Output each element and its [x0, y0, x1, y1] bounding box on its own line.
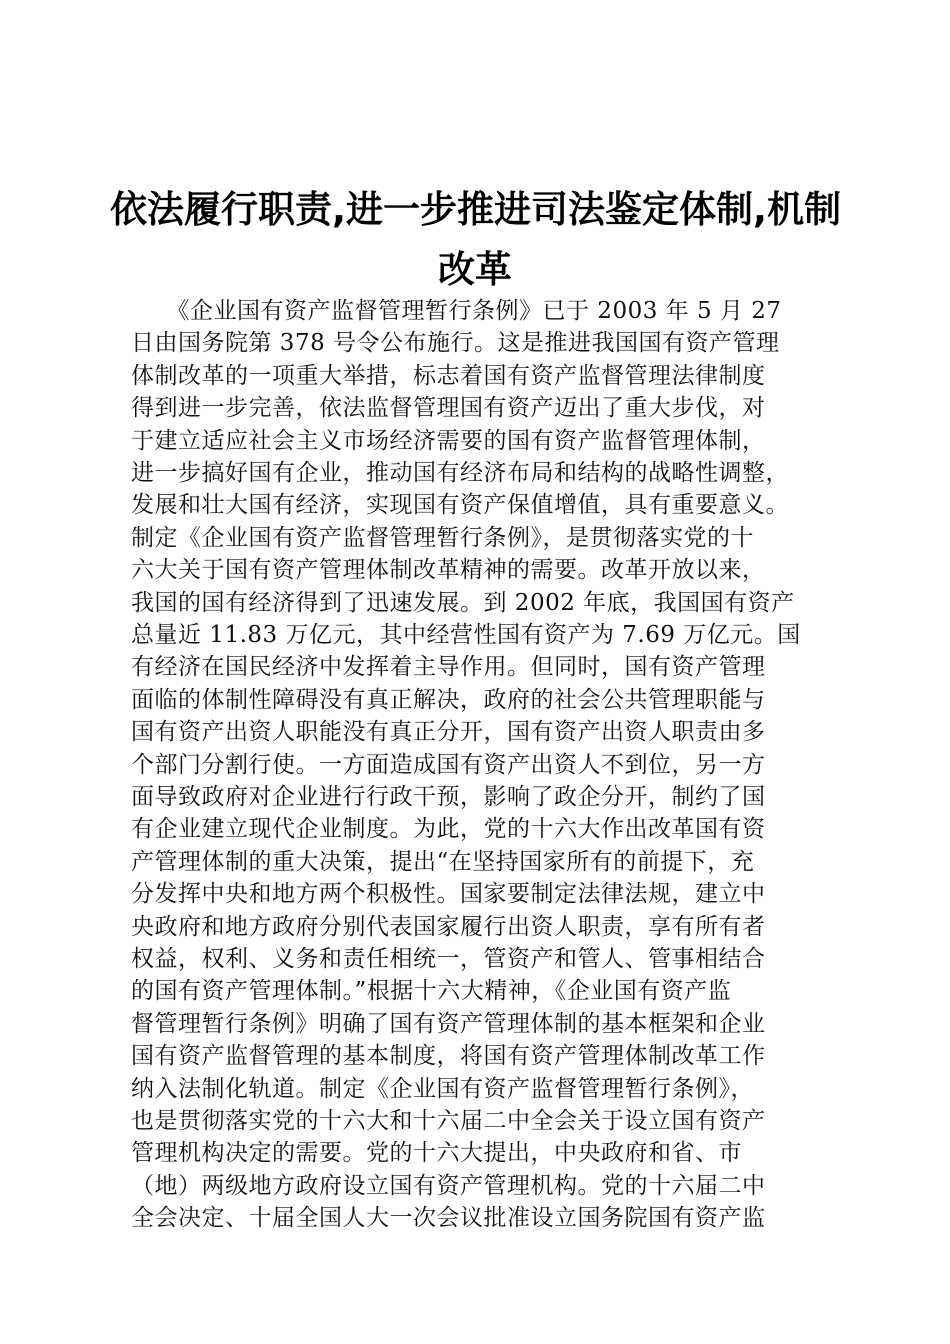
body-text-line: 我国的国有经济得到了迅速发展。到 2002 年底，我国国有资产: [131, 589, 795, 616]
body-text-line: 督管理暂行条例》明确了国有资产管理体制的基本框架和企业: [131, 1010, 766, 1037]
body-text-line: （地）两级地方政府设立国有资产管理机构。党的十六届二中: [131, 1172, 766, 1199]
body-text-line: 全会决定、十届全国人大一次会议批准设立国务院国有资产监: [131, 1205, 766, 1232]
body-text-line: 于建立适应社会主义市场经济需要的国有资产监督管理体制，: [131, 427, 766, 454]
body-text-line: 分发挥中央和地方两个积极性。国家要制定法律法规，建立中: [131, 881, 766, 908]
body-text-line: 权益，权利、义务和责任相统一，管资产和管人、管事相结合: [131, 946, 766, 972]
body-text-line: 得到进一步完善，依法监督管理国有资产迈出了重大步伐，对: [131, 395, 766, 422]
document-title-line-2: 改革: [438, 248, 512, 291]
body-text-line: 的国有资产管理体制。”根据十六大精神，《企业国有资产监: [131, 978, 732, 1005]
body-text-line: 产管理体制的重大决策，提出“在坚持国家所有的前提下，充: [131, 848, 755, 875]
body-text-line: 管理机构决定的需要。党的十六大提出，中央政府和省、市: [131, 1140, 742, 1167]
body-text-line: 国有资产出资人职能没有真正分开，国有资产出资人职责由多: [131, 719, 766, 746]
body-text-line: 体制改革的一项重大举措，标志着国有资产监督管理法律制度: [131, 362, 766, 389]
body-text-line: 也是贯彻落实党的十六大和十六届二中全会关于设立国有资产: [131, 1108, 766, 1134]
body-text-line: 有企业建立现代企业制度。为此，党的十六大作出改革国有资: [131, 816, 766, 843]
body-text-line: 日由国务院第 378 号令公布施行。这是推进我国国有资产管理: [131, 330, 780, 357]
body-text-line: 制定《企业国有资产监督管理暂行条例》，是贯彻落实党的十: [131, 524, 754, 551]
body-text-line: 《企业国有资产监督管理暂行条例》已于 2003 年 5 月 27: [131, 298, 782, 324]
body-text-line: 进一步搞好国有企业，推动国有经济布局和结构的战略性调整，: [131, 460, 789, 486]
body-text-line: 六大关于国有资产管理体制改革精神的需要。改革开放以来，: [131, 557, 766, 584]
body-text-line: 央政府和地方政府分别代表国家履行出资人职责，享有所有者: [131, 913, 766, 940]
body-text-line: 有经济在国民经济中发挥着主导作用。但同时，国有资产管理: [131, 654, 766, 681]
body-text-line: 纳入法制化轨道。制定《企业国有资产监督管理暂行条例》，: [131, 1075, 754, 1102]
body-text-line: 面导致政府对企业进行行政干预，影响了政企分开，制约了国: [131, 784, 766, 810]
body-text-line: 总量近 11.83 万亿元，其中经营性国有资产为 7.69 万亿元。国: [131, 622, 801, 648]
body-text-line: 个部门分割行使。一方面造成国有资产出资人不到位，另一方: [131, 751, 766, 778]
document-title-line-1: 依法履行职责,进一步推进司法鉴定体制,机制: [110, 188, 842, 231]
body-text-line: 发展和壮大国有经济，实现国有资产保值增值，具有重要意义。: [131, 492, 789, 519]
body-text-line: 面临的体制性障碍没有真正解决，政府的社会公共管理职能与: [131, 686, 766, 713]
body-text-line: 国有资产监督管理的基本制度，将国有资产管理体制改革工作: [131, 1043, 766, 1070]
